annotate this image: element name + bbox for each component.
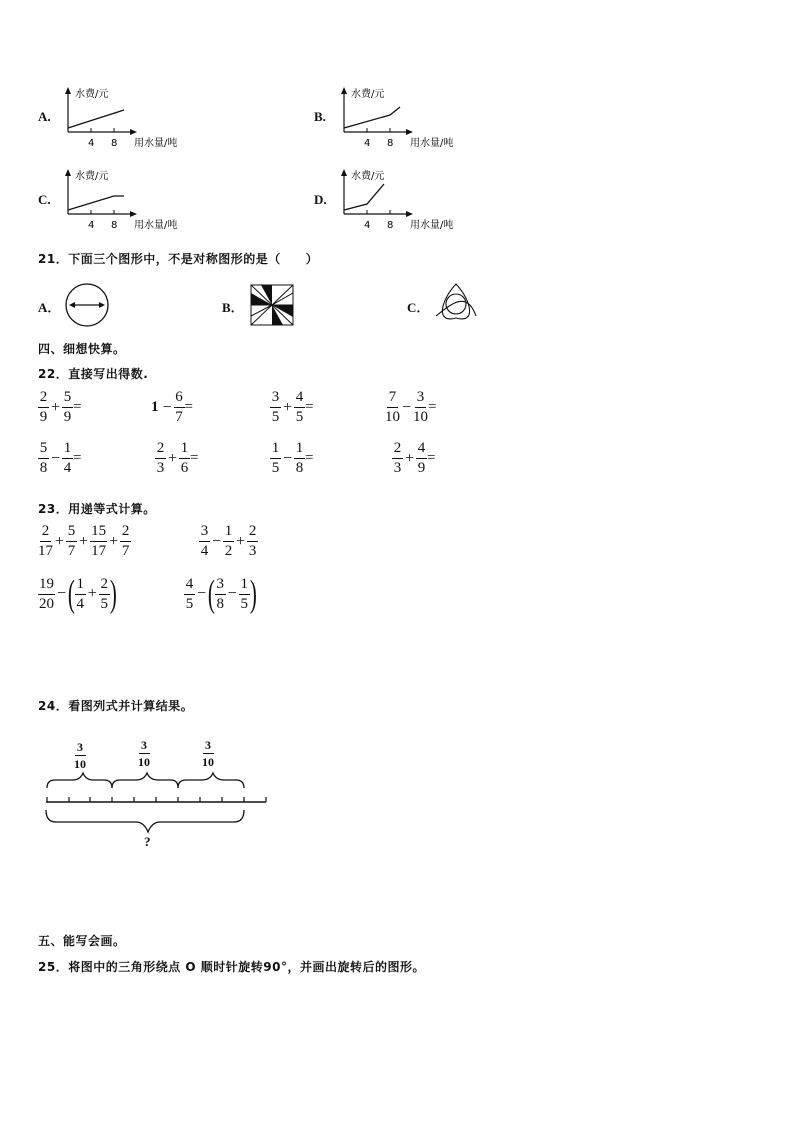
question-24: 24．看图列式并计算结果。: [38, 699, 194, 713]
q22-expr-3: $\frac{3}{5}$ + $\frac{4}{5}$ =: [271, 389, 314, 425]
tick-label: 8: [111, 138, 118, 149]
q22-expr-8: $\frac{2}{3}$ + $\frac{4}{9}$ =: [393, 440, 436, 476]
option-b-label: B．: [222, 300, 244, 315]
line-plot: [68, 110, 124, 128]
line-plot: [68, 196, 124, 210]
tick-label: 8: [111, 220, 118, 231]
graph-d: [336, 164, 466, 234]
option-letter: B.: [314, 109, 326, 124]
circle-arrow-figure: [63, 282, 113, 328]
tick-label: 4: [364, 138, 371, 149]
option-c-label: C．: [407, 300, 430, 315]
q22-expr-7: $\frac{1}{5}$ − $\frac{1}{8}$ =: [271, 440, 314, 476]
q23-expr-1: $\frac{2}{17}$ + $\frac{5}{7}$ + $\frac{15}{17}$ + $\frac{2}{7}$: [38, 523, 130, 559]
y-axis-label: 水费/元: [75, 171, 109, 182]
graph-b: [336, 82, 466, 152]
tick-label: 4: [88, 138, 95, 149]
option-letter: C.: [38, 192, 51, 207]
pinwheel-figure: [249, 283, 297, 327]
graph-c: [60, 164, 190, 234]
q22-expr-4: $\frac{7}{10}$ − $\frac{3}{10}$ =: [385, 389, 437, 425]
option-letter: D.: [314, 192, 327, 207]
question-21: 21．下面三个图形中，不是对称图形的是（ ）: [38, 252, 319, 266]
y-axis-label: 水费/元: [351, 171, 385, 182]
x-axis-label: 用水量/吨: [134, 138, 178, 149]
y-axis-label: 水费/元: [75, 89, 109, 100]
segment-label-1: $\frac{3}{10}$: [74, 740, 86, 771]
option-letter: A.: [38, 109, 51, 124]
q23-expr-2: $\frac{3}{4}$ − $\frac{1}{2}$ + $\frac{2}{3}$: [200, 523, 257, 559]
q22-expr-2: 1 − $\frac{6}{7}$ =: [151, 389, 193, 425]
segment-label-2: $\frac{3}{10}$: [138, 738, 150, 769]
graph-a: [60, 82, 190, 152]
tick-label: 4: [88, 220, 95, 231]
x-axis-label: 用水量/吨: [134, 220, 178, 231]
tick-label: 8: [387, 138, 394, 149]
line-plot: [344, 184, 384, 210]
x-axis-label: 用水量/吨: [410, 220, 454, 231]
q22-expr-6: $\frac{2}{3}$ + $\frac{1}{6}$ =: [156, 440, 199, 476]
segment-label-3: $\frac{3}{10}$: [202, 738, 214, 769]
line-plot: [344, 107, 400, 128]
q23-expr-4: $\frac{4}{5}$ − ( $\frac{3}{8}$ − $\frac{1}{5}$ ): [185, 573, 257, 615]
unknown-total-label: ?: [144, 834, 151, 849]
q23-expr-3: $\frac{19}{20}$ − ( $\frac{1}{4}$ + $\frac{2}{5}$ ): [39, 573, 117, 615]
question-23: 23．用递等式计算。: [38, 502, 156, 516]
trefoil-figure: [431, 280, 481, 328]
tick-label: 8: [387, 220, 394, 231]
q22-expr-5: $\frac{5}{8}$ − $\frac{1}{4}$ =: [39, 440, 82, 476]
q22-expr-1: $\frac{2}{9}$ + $\frac{5}{9}$ =: [39, 389, 82, 425]
number-line-diagram: [40, 770, 272, 834]
question-25: 25．将图中的三角形绕点 O 顺时针旋转90°，并画出旋转后的图形。: [38, 960, 425, 974]
section-5-title: 五、能写会画。: [38, 934, 126, 948]
option-a-label: A．: [38, 300, 61, 315]
tick-label: 4: [364, 220, 371, 231]
x-axis-label: 用水量/吨: [410, 138, 454, 149]
section-4-title: 四、细想快算。: [38, 342, 126, 356]
question-22: 22．直接写出得数.: [38, 367, 149, 381]
y-axis-label: 水费/元: [351, 89, 385, 100]
